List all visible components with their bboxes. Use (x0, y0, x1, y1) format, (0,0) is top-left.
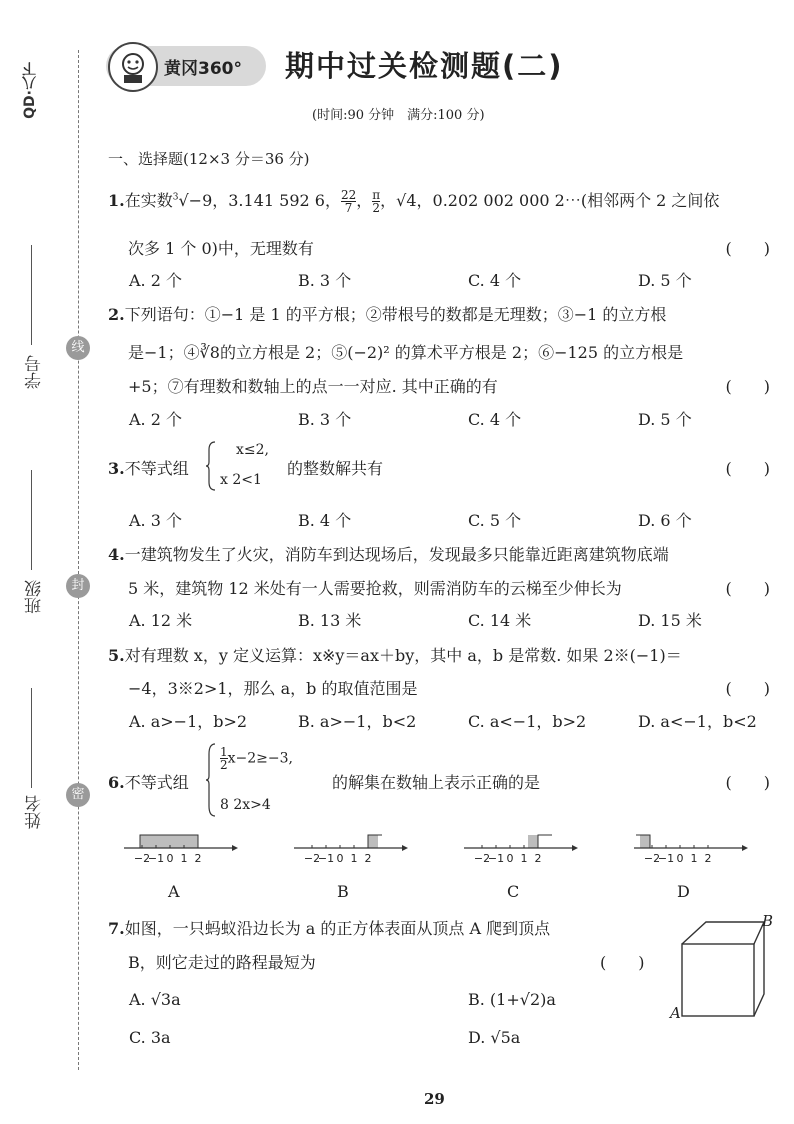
seal-mi: 密 (66, 783, 90, 807)
q6-frac-half (220, 746, 228, 771)
binding-margin (0, 0, 92, 1124)
q2-option-a: A. 2 个 (129, 410, 182, 429)
q5-option-d: D. a<−1，b<2 (638, 712, 757, 731)
q6-system-line1 (220, 746, 293, 771)
nl-tick-label: −2 (133, 852, 151, 865)
q2-option-c: C. 4 个 (468, 410, 522, 429)
nl-arrow-0 (232, 845, 238, 851)
q7-line1 (108, 916, 550, 939)
nl-tick-label: −1 (487, 852, 505, 865)
q3-answer-paren: ( ) (725, 459, 770, 478)
q6-label-c: C (507, 882, 520, 901)
q4-line1 (108, 542, 669, 565)
nl-tick-label: −1 (147, 852, 165, 865)
q2-line2: 是−1；④∛8的立方根是 2；⑤(−2)² 的算术平方根是 2；⑥−125 的立方根是 (128, 343, 684, 362)
q3-option-c: C. 5 个 (468, 511, 522, 530)
nl-tick-label: −1 (317, 852, 335, 865)
q3-option-b: B. 4 个 (298, 511, 352, 530)
q7-option-b: B. (1+√2)a (468, 990, 556, 1009)
q6-prefix: 不等式组 (124, 773, 189, 792)
q1-line1: 1.在实数$^3$√−9，3.141 592 6， $\frac{22}{7}$ ， $\frac{\pi}{2}$ ，√4，0.202 002 000 2⋯(相邻两个 2 之间依 (108, 188, 720, 215)
q6-line (108, 770, 189, 793)
q6-frac-num: 1 (220, 745, 228, 759)
q1-frac2-den: 2 (372, 201, 381, 215)
q4-line2: 5 米，建筑物 12 米处有一人需要抢救，则需消防车的云梯至少伸长为 (128, 579, 622, 598)
nl-tick-label: 0 (676, 852, 684, 865)
q1-text-b: −9，3.141 592 6， (188, 191, 341, 210)
nl-tick-label: 1 (520, 852, 528, 865)
cube-top-face (682, 922, 764, 944)
q1-frac-22-7 (341, 189, 356, 214)
nl-tick-label: 0 (166, 852, 174, 865)
nl-c-bracket (538, 835, 552, 848)
q2-line1 (108, 302, 666, 325)
page-title: 期中过关检测题(二) (285, 49, 564, 83)
q7-line2: B，则它走过的路程最短为 (128, 953, 316, 972)
q3-prefix: 不等式组 (124, 459, 189, 478)
q1-option-c: C. 4 个 (468, 271, 522, 290)
q1-text-c: ，√4，0.202 002 000 2⋯(相邻两个 2 之间依 (380, 191, 720, 210)
q1-answer-paren: ( ) (725, 239, 770, 258)
q2-option-d: D. 5 个 (638, 410, 692, 429)
q6-label-d: D (677, 882, 690, 901)
q2-line3: +5；⑦有理数和数轴上的点一一对应. 其中正确的有 (128, 377, 498, 396)
q6-answer-paren: ( ) (725, 773, 770, 792)
q5-option-b: B. a>−1，b<2 (298, 712, 417, 731)
nl-tick-label: 1 (180, 852, 188, 865)
q3-brace-icon (205, 440, 217, 492)
q7-option-d: D. √5a (468, 1028, 521, 1047)
name-line (31, 688, 32, 788)
q1-frac1-num: 22 (340, 188, 357, 202)
q6-system-line1-text: x−2≥−3, (227, 750, 293, 767)
nl-b-shade (368, 835, 378, 848)
nl-arrow-2 (572, 845, 578, 851)
name-label: 姓名 (25, 795, 45, 829)
q2-answer-paren: ( ) (725, 377, 770, 396)
nl-tick-label: −2 (303, 852, 321, 865)
q1-frac-pi-2 (372, 189, 380, 214)
q6-label-b: B (337, 882, 349, 901)
q3-system-line1: x≤2, (236, 442, 269, 458)
section-heading: 一、选择题(12×3 分＝36 分) (108, 150, 310, 168)
q1-number: 1. (108, 191, 125, 210)
nl-arrow-1 (402, 845, 408, 851)
q1-frac2-num: π (372, 188, 381, 202)
brand-text: 黄冈360° (164, 59, 242, 79)
q1-option-b: B. 3 个 (298, 271, 352, 290)
student-no-line (31, 245, 32, 345)
q7-vertex-a: A (670, 1004, 681, 1022)
q4-answer-paren: ( ) (725, 579, 770, 598)
cube-front-face (682, 944, 754, 1016)
q6-frac-den: 2 (220, 758, 228, 772)
q4-option-d: D. 15 米 (638, 611, 702, 630)
cut-line (78, 50, 79, 1070)
nl-tick-label: 1 (350, 852, 358, 865)
seal-feng: 封 (66, 574, 90, 598)
q1-option-d: D. 5 个 (638, 271, 692, 290)
seal-xian: 线 (66, 336, 90, 360)
class-line (31, 470, 32, 570)
q5-option-c: C. a<−1，b>2 (468, 712, 587, 731)
q5-option-a: A. a>−1，b>2 (129, 712, 248, 731)
q5-number: 5. (108, 646, 125, 665)
nl-d-shade (640, 835, 650, 848)
q7-option-a: A. √3a (129, 990, 181, 1009)
q6-label-a: A (168, 882, 180, 901)
q3-suffix: 的整数解共有 (287, 459, 384, 478)
nl-arrow-3 (742, 845, 748, 851)
q4-option-a: A. 12 米 (129, 611, 193, 630)
q7-number: 7. (108, 919, 125, 938)
q1-cbrt-index: 3 (172, 192, 179, 203)
q5-line1 (108, 643, 682, 666)
q4-option-c: C. 14 米 (468, 611, 532, 630)
q5-answer-paren: ( ) (725, 679, 770, 698)
nl-tick-label: −1 (657, 852, 675, 865)
nl-tick-label: 0 (506, 852, 514, 865)
nl-tick-label: 2 (534, 852, 542, 865)
class-label: 班级 (25, 580, 45, 614)
page-number: 29 (424, 1090, 445, 1108)
nl-c-shade (528, 835, 538, 848)
exam-info: (时间:90 分钟 满分:100 分) (312, 108, 485, 123)
mascot-logo-icon (108, 42, 158, 92)
q6-number-lines (120, 828, 780, 872)
q4-text1: 一建筑物发生了火灾，消防车到达现场后，发现最多只能靠近距离建筑物底端 (124, 545, 669, 564)
brand-badge (106, 46, 266, 86)
nl-tick-label: −2 (643, 852, 661, 865)
q3-system-line2: x 2<1 (220, 472, 262, 488)
q3-option-d: D. 6 个 (638, 511, 692, 530)
q2-option-b: B. 3 个 (298, 410, 352, 429)
q5-text1: 对有理数 x，y 定义运算：x※y＝ax＋by，其中 a，b 是常数. 如果 2※(−1)＝ (124, 646, 682, 665)
q1-text-a: 在实数 (124, 191, 173, 210)
nl-tick-label: 2 (194, 852, 202, 865)
cube-side-face (754, 922, 764, 1016)
q3-option-a: A. 3 个 (129, 511, 182, 530)
q4-option-b: B. 13 米 (298, 611, 362, 630)
q1-line2: 次多 1 个 0)中，无理数有 (128, 239, 314, 258)
q1-frac1-den: 7 (341, 201, 356, 214)
nl-tick-label: 0 (336, 852, 344, 865)
q7-option-c: C. 3a (129, 1028, 171, 1047)
q5-line2: −4，3※2>1，那么 a，b 的取值范围是 (128, 679, 418, 698)
q7-text1: 如图，一只蚂蚁沿边长为 a 的正方体表面从顶点 A 爬到顶点 (124, 919, 551, 938)
q6-suffix: 的解集在数轴上表示正确的是 (332, 773, 541, 792)
nl-tick-label: 2 (364, 852, 372, 865)
edition-tag: QD·八下 (22, 62, 38, 119)
q3-line (108, 456, 189, 479)
q2-number: 2. (108, 305, 125, 324)
nl-tick-label: −2 (473, 852, 491, 865)
q1-option-a: A. 2 个 (129, 271, 182, 290)
q6-system-line2: 8 2x>4 (220, 797, 271, 813)
q4-number: 4. (108, 545, 125, 564)
q7-answer-paren: ( ) (600, 953, 645, 972)
q2-text1: 下列语句：①−1 是 1 的平方根；②带根号的数都是无理数；③−1 的立方根 (124, 305, 667, 324)
nl-tick-label: 1 (690, 852, 698, 865)
student-no-label: 学号 (25, 355, 45, 389)
q6-brace-icon (205, 742, 217, 818)
q7-vertex-b: B (762, 912, 774, 930)
nl-tick-label: 2 (704, 852, 712, 865)
q3-number: 3. (108, 459, 125, 478)
q6-number: 6. (108, 773, 125, 792)
nl-a-shade (140, 835, 198, 848)
